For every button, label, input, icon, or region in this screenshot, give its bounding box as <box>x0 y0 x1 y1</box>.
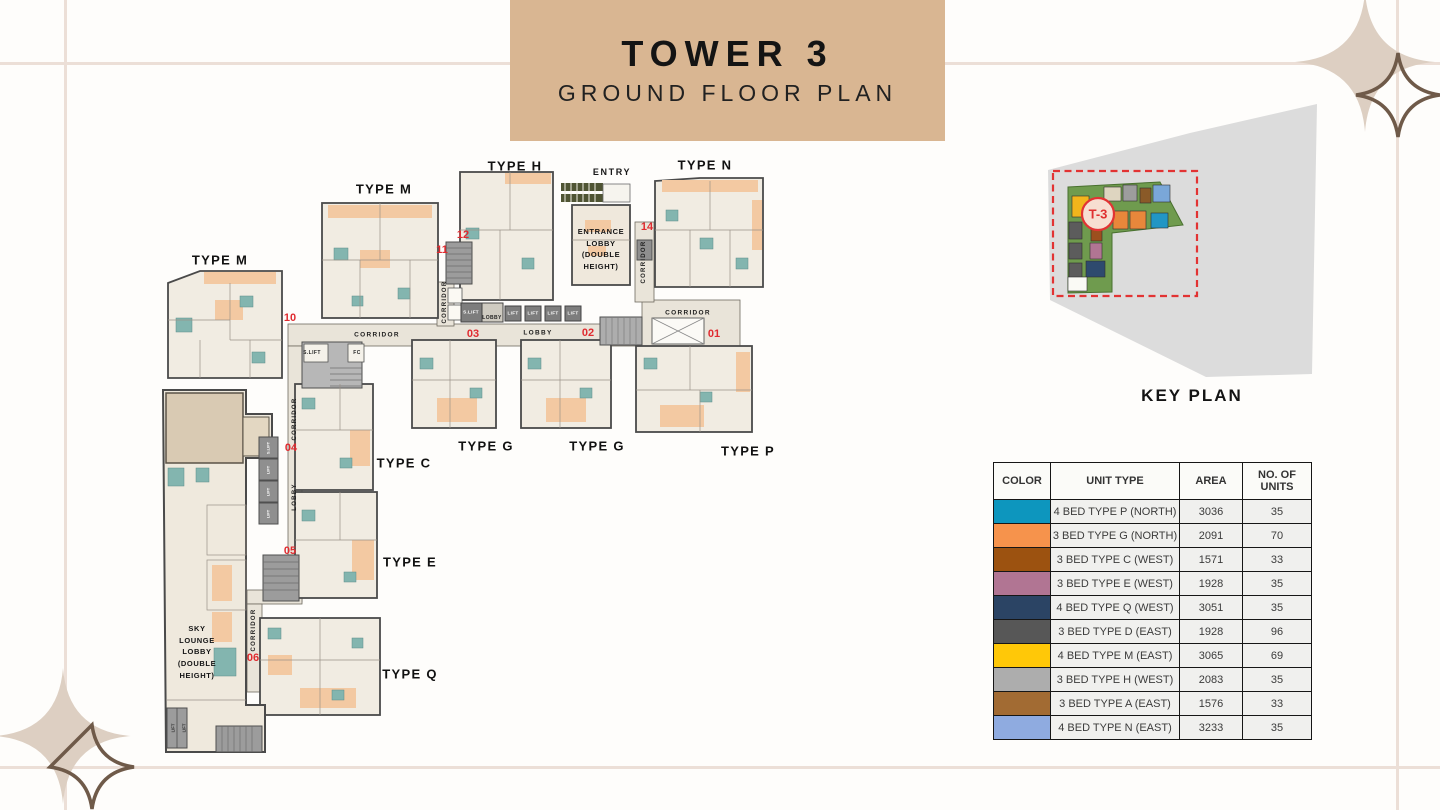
legend-unit-type: 3 BED TYPE A (EAST) <box>1051 692 1180 716</box>
plan-label-red-16: 10 <box>283 312 297 324</box>
plan-label-type-3: TYPE N <box>677 157 733 173</box>
legend-header-unit-type: UNIT TYPE <box>1051 463 1180 500</box>
legend-unit-type: 4 BED TYPE Q (WEST) <box>1051 596 1180 620</box>
key-plan <box>1048 104 1317 377</box>
page-subtitle: GROUND FLOOR PLAN <box>557 79 898 106</box>
plan-label-red-15: 06 <box>246 652 260 664</box>
legend-unit-count: 35 <box>1243 500 1312 524</box>
entry-canopy <box>561 183 630 202</box>
plan-label-tiny-24: LOBBY <box>482 315 502 321</box>
legend-color-swatch <box>994 692 1051 716</box>
plan-label-red-14: 05 <box>283 545 297 557</box>
plan-label-red-19: 14 <box>640 221 654 233</box>
legend-area: 3065 <box>1180 644 1243 668</box>
plan-label-type-2: TYPE H <box>487 158 543 174</box>
plan-label-type-1: TYPE M <box>355 181 413 197</box>
plan-label-red-11: 02 <box>581 327 595 339</box>
plan-label-red-18: 12 <box>456 229 470 241</box>
plan-label-red-13: 04 <box>284 442 298 454</box>
legend-header-row <box>994 463 1312 500</box>
legend-unit-type: 3 BED TYPE E (WEST) <box>1051 572 1180 596</box>
legend-header-color: COLOR <box>994 463 1051 500</box>
legend-unit-type: 4 BED TYPE P (NORTH) <box>1051 500 1180 524</box>
plan-label-lift-30: LIFT <box>547 310 559 316</box>
legend-color-swatch <box>994 644 1051 668</box>
legend-row-1 <box>994 524 1312 548</box>
plan-label-lift-27: S.LIFT <box>463 309 479 315</box>
plan-label-red-17: 11 <box>436 244 448 256</box>
title-block <box>510 0 945 141</box>
legend-row-9 <box>994 716 1312 740</box>
t3-marker-label: T-3 <box>1088 206 1108 222</box>
legend-unit-count: 35 <box>1243 668 1312 692</box>
legend-unit-type: 4 BED TYPE M (EAST) <box>1051 644 1180 668</box>
legend-row-3 <box>994 572 1312 596</box>
legend-area: 1571 <box>1180 548 1243 572</box>
legend-area: 3051 <box>1180 596 1243 620</box>
legend-row-0 <box>994 500 1312 524</box>
plan-label-type-4: TYPE G <box>458 438 514 454</box>
plan-label-vlift-39: LIFT <box>265 487 271 497</box>
legend-unit-count: 70 <box>1243 524 1312 548</box>
legend-color-swatch <box>994 524 1051 548</box>
plan-label-small-22: CORRIDOR <box>665 309 711 317</box>
plan-label-type-5: TYPE G <box>569 438 625 454</box>
key-plan-caption: KEY PLAN <box>1141 386 1243 405</box>
legend-area: 1576 <box>1180 692 1243 716</box>
plan-label-multi-43: ENTRANCE LOBBY (DOUBLE HEIGHT) <box>577 226 625 271</box>
legend-color-swatch <box>994 548 1051 572</box>
legend-area: 2083 <box>1180 668 1243 692</box>
page-title: TOWER 3 <box>621 33 834 75</box>
legend-unit-type: 3 BED TYPE G (NORTH) <box>1051 524 1180 548</box>
legend-area: 3233 <box>1180 716 1243 740</box>
plan-label-lift-29: LIFT <box>527 310 539 316</box>
plan-label-vdark-42: LIFT <box>181 723 187 733</box>
plan-label-small-23: LOBBY <box>523 329 553 337</box>
plan-label-entry-20: ENTRY <box>592 167 632 177</box>
legend-row-4 <box>994 596 1312 620</box>
plan-label-small-21: CORRIDOR <box>354 331 400 339</box>
plan-label-vlift-37: S.LIFT <box>265 441 271 455</box>
plan-label-type-8: TYPE E <box>382 554 438 570</box>
legend-unit-type: 3 BED TYPE D (EAST) <box>1051 620 1180 644</box>
sky-lounge-roof <box>166 393 269 463</box>
legend-unit-count: 35 <box>1243 716 1312 740</box>
legend-unit-count: 96 <box>1243 620 1312 644</box>
legend-unit-count: 69 <box>1243 644 1312 668</box>
legend-unit-type: 3 BED TYPE H (WEST) <box>1051 668 1180 692</box>
sparkle-decoration-bottom-left <box>0 668 134 809</box>
legend-unit-count: 33 <box>1243 692 1312 716</box>
legend-header-units: NO. OF UNITS <box>1243 463 1312 500</box>
plan-label-vert-32: CORRIDOR <box>442 280 448 324</box>
legend-color-swatch <box>994 572 1051 596</box>
legend-color-swatch <box>994 668 1051 692</box>
plan-label-vert-33: CORRIDOR <box>641 240 647 284</box>
plan-label-type-6: TYPE P <box>720 443 776 459</box>
legend-unit-count: 35 <box>1243 596 1312 620</box>
plan-label-vlift-40: LIFT <box>265 509 271 519</box>
legend-color-swatch <box>994 500 1051 524</box>
plan-label-vert-35: LOBBY <box>292 483 298 511</box>
plan-label-lift-28: LIFT <box>507 310 519 316</box>
legend-area: 3036 <box>1180 500 1243 524</box>
plan-label-vert-36: CORRIDOR <box>251 608 257 652</box>
plan-label-type-0: TYPE M <box>191 252 249 268</box>
plan-label-tiny-26: S.LIFT <box>303 350 321 356</box>
legend-unit-count: 33 <box>1243 548 1312 572</box>
legend-unit-type: 4 BED TYPE N (EAST) <box>1051 716 1180 740</box>
legend-row-6 <box>994 644 1312 668</box>
legend-color-swatch <box>994 596 1051 620</box>
legend-area: 1928 <box>1180 620 1243 644</box>
plan-label-multi-44: SKY LOUNGE LOBBY (DOUBLE HEIGHT) <box>177 623 217 680</box>
legend-row-7 <box>994 668 1312 692</box>
plan-label-red-12: 03 <box>466 328 480 340</box>
plan-label-vert-34: CORRIDOR <box>292 397 298 441</box>
plan-label-lift-31: LIFT <box>567 310 579 316</box>
plan-label-type-9: TYPE Q <box>382 666 438 682</box>
legend-unit-count: 35 <box>1243 572 1312 596</box>
legend-row-8 <box>994 692 1312 716</box>
legend-color-swatch <box>994 716 1051 740</box>
unit-legend-table <box>993 462 1312 740</box>
plan-label-vlift-38: LIFT <box>265 465 271 475</box>
legend-area: 2091 <box>1180 524 1243 548</box>
legend-row-2 <box>994 548 1312 572</box>
plan-label-vdark-41: LIFT <box>170 723 176 733</box>
plan-label-red-10: 01 <box>707 328 721 340</box>
legend-header-area: AREA <box>1180 463 1243 500</box>
legend-row-5 <box>994 620 1312 644</box>
legend-area: 1928 <box>1180 572 1243 596</box>
legend-unit-type: 3 BED TYPE C (WEST) <box>1051 548 1180 572</box>
plan-label-tiny-25: FC <box>353 350 361 356</box>
plan-label-type-7: TYPE C <box>376 455 432 471</box>
legend-color-swatch <box>994 620 1051 644</box>
